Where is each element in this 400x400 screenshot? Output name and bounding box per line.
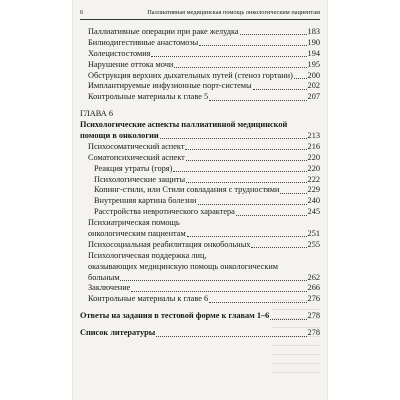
toc-entry: Обструкция верхних дыхательных путей (стеноз гортани) 200 bbox=[88, 70, 320, 80]
toc-references: Список литературы 278 bbox=[80, 328, 320, 338]
toc-entry: Психосоматический аспект 216 bbox=[88, 141, 320, 151]
toc-entry: Психиатрическая помощь bbox=[88, 218, 180, 228]
toc-subentry: Копинг-стили, или Стили совладания с трудностями 229 bbox=[94, 185, 320, 195]
toc-entry: Контрольные материалы к главе 5 207 bbox=[88, 92, 320, 102]
toc-subentry: Внутренняя картина болезни 240 bbox=[94, 196, 320, 206]
running-header bbox=[80, 7, 320, 20]
toc-entry-cont: оказывающих медицинскую помощь онкологическим bbox=[88, 261, 279, 271]
toc-entry: Имплантируемые инфузионные порт-системы 202 bbox=[88, 81, 320, 91]
toc-entry: Холецистостомия 194 bbox=[88, 48, 320, 58]
toc-entry: Заключение 266 bbox=[88, 283, 320, 293]
chapter-label: ГЛАВА 6 bbox=[80, 109, 114, 119]
toc-entry: Паллиативные операции при раке желудка 183 bbox=[88, 26, 320, 36]
toc-entry: Соматопсихический аспект 220 bbox=[88, 152, 320, 162]
toc-entry: Психологическая поддержка лиц, bbox=[88, 250, 207, 260]
running-title: Паллиативная медицинская помощь онкологическим пациентам bbox=[147, 9, 320, 16]
toc-subentry: Реакция утраты (горя) 220 bbox=[94, 163, 320, 173]
toc-entry-cont: онкологическим пациентам 251 bbox=[88, 229, 320, 239]
toc-answers: Ответы на задания в тестовой форме к главам 1–6 278 bbox=[80, 311, 320, 321]
chapter-title-cont: помощи в онкологии 213 bbox=[80, 131, 320, 140]
chapter-title: Психологические аспекты паллиативной медицинской bbox=[80, 120, 288, 130]
toc-subentry: Расстройства невротического характера 245 bbox=[94, 207, 320, 217]
toc-entry: Контрольные материалы к главе 6 276 bbox=[88, 294, 320, 304]
toc-entry: Психосоциальная реабилитация онкобольных 255 bbox=[88, 239, 320, 249]
toc-entry: Нарушение оттока мочи 195 bbox=[88, 59, 320, 69]
toc-entry-cont: больным 262 bbox=[88, 272, 320, 282]
table-of-contents bbox=[80, 27, 320, 339]
page-number: 6 bbox=[80, 9, 84, 16]
toc-subentry: Психологические защиты 222 bbox=[94, 174, 320, 184]
toc-entry: Билиодигестивные анастомозы 190 bbox=[88, 37, 320, 47]
